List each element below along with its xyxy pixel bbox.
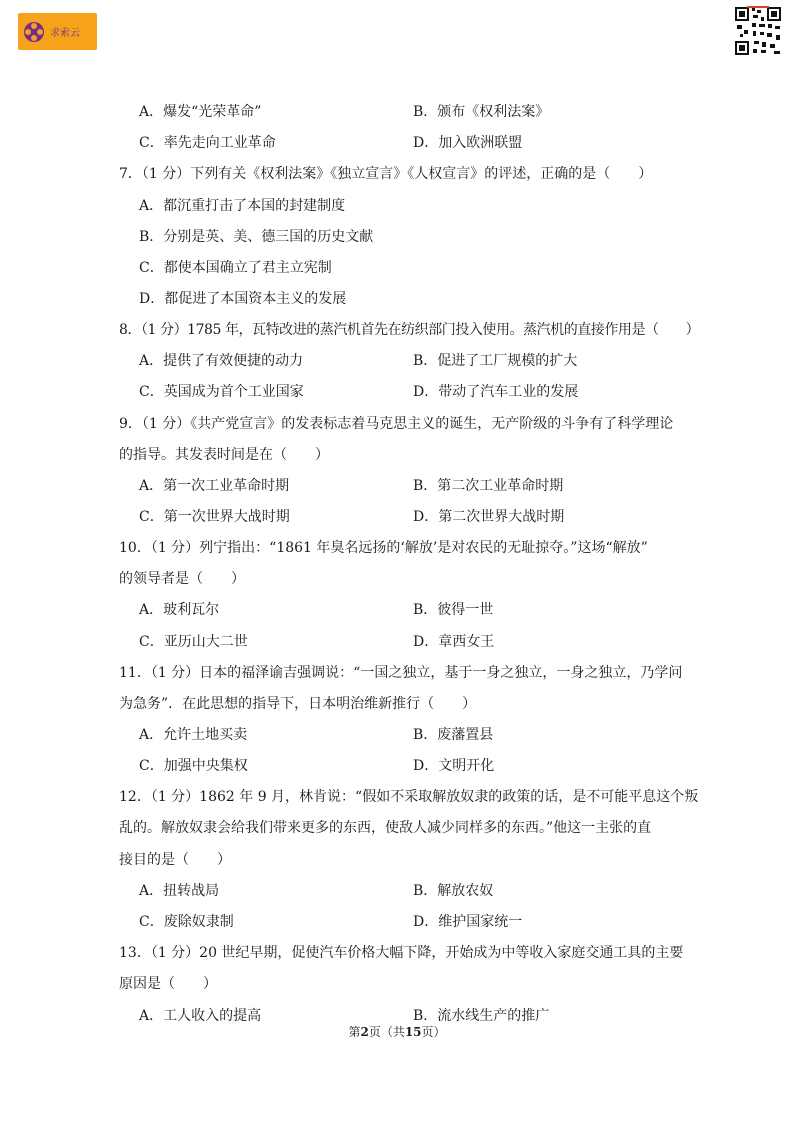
option-a: A．第一次工业革命时期 (139, 478, 290, 494)
question-9-stem: 9．（1 分）《共产党宣言》的发表标志着马克思主义的诞生，无产阶级的斗争有了科学理论 (119, 416, 674, 432)
option-d: D．章西女王 (413, 634, 495, 650)
question-12-stem-cont: 接目的是（ ） (119, 852, 231, 868)
option-a: A．扭转战局 (139, 883, 220, 899)
option-c: C．加强中央集权 (139, 758, 248, 774)
footer-middle: 页（共 (368, 1025, 405, 1039)
option-d: D．都促进了本国资本主义的发展 (139, 291, 347, 307)
option-c: C．英国成为首个工业国家 (139, 384, 304, 400)
option-b: B．废藩置县 (413, 727, 494, 743)
option-a: A．玻利瓦尔 (139, 602, 220, 618)
question-12-stem-cont: 乱的。解放奴隶会给我们带来更多的东西，使敌人减少同样多的东西。”他这一主张的直 (119, 820, 652, 836)
option-c: C．率先走向工业革命 (139, 135, 276, 151)
option-b: B．第二次工业革命时期 (413, 478, 564, 494)
option-a: A．工人收入的提高 (139, 1008, 262, 1024)
page-number: 2 (360, 1025, 369, 1039)
option-b: B．解放农奴 (413, 883, 494, 899)
option-c: C．都使本国确立了君主立宪制 (139, 260, 332, 276)
question-10-stem: 10．（1 分）列宁指出：“1861 年臭名远扬的‘解放’是对农民的无耻掠夺。”这场“解放” (119, 540, 648, 556)
option-c: C．废除奴隶制 (139, 914, 234, 930)
option-a: A．允许土地买卖 (139, 727, 248, 743)
option-b: B．促进了工厂规模的扩大 (413, 353, 578, 369)
question-12-stem: 12．（1 分）1862 年 9 月，林肯说：“假如不采取解放奴隶的政策的话，是不可能平息这个叛 (119, 789, 699, 805)
question-9-stem-cont: 的指导。其发表时间是在（ ） (119, 447, 329, 463)
question-7-stem: 7．（1 分）下列有关《权利法案》《独立宣言》《人权宣言》的评述，正确的是（ ） (119, 166, 653, 182)
option-a: A．爆发“光荣革命” (139, 104, 262, 120)
logo-text: 求索云 (50, 28, 80, 39)
question-13-stem: 13．（1 分）20 世纪早期，促使汽车价格大幅下降，开始成为中等收入家庭交通工具的主要 (119, 945, 684, 961)
option-c: C．亚历山大二世 (139, 634, 248, 650)
question-11-stem: 11．（1 分）日本的福泽谕吉强调说：“一国之独立，基于一身之独立，一身之独立，乃学问 (119, 665, 683, 681)
option-d: D．维护国家统一 (413, 914, 523, 930)
question-8-stem: 8．（1 分）1785 年，瓦特改进的蒸汽机首先在纺织部门投入使用。蒸汽机的直接作用是（ ） (119, 322, 700, 338)
option-b: B．颁布《权利法案》 (413, 104, 550, 120)
option-d: D．带动了汽车工业的发展 (413, 384, 579, 400)
total-pages: 15 (404, 1025, 422, 1039)
question-13-stem-cont: 原因是（ ） (119, 976, 217, 992)
option-b: B．流水线生产的推广 (413, 1008, 550, 1024)
option-d: D．文明开化 (413, 758, 495, 774)
page-footer (0, 1024, 794, 1040)
footer-prefix: 第 (348, 1025, 361, 1039)
option-b: B．彼得一世 (413, 602, 494, 618)
option-c: C．第一次世界大战时期 (139, 509, 290, 525)
option-d: D．第二次世界大战时期 (413, 509, 565, 525)
question-10-stem-cont: 的领导者是（ ） (119, 571, 245, 587)
option-b: B．分别是英、美、德三国的历史文献 (139, 229, 374, 245)
option-a: A．提供了有效便捷的动力 (139, 353, 304, 369)
option-d: D．加入欧洲联盟 (413, 135, 523, 151)
question-11-stem-cont: 为急务”．在此思想的指导下，日本明治维新推行（ ） (119, 696, 477, 712)
option-a: A．都沉重打击了本国的封建制度 (139, 198, 346, 214)
footer-suffix: 页） (421, 1025, 446, 1039)
